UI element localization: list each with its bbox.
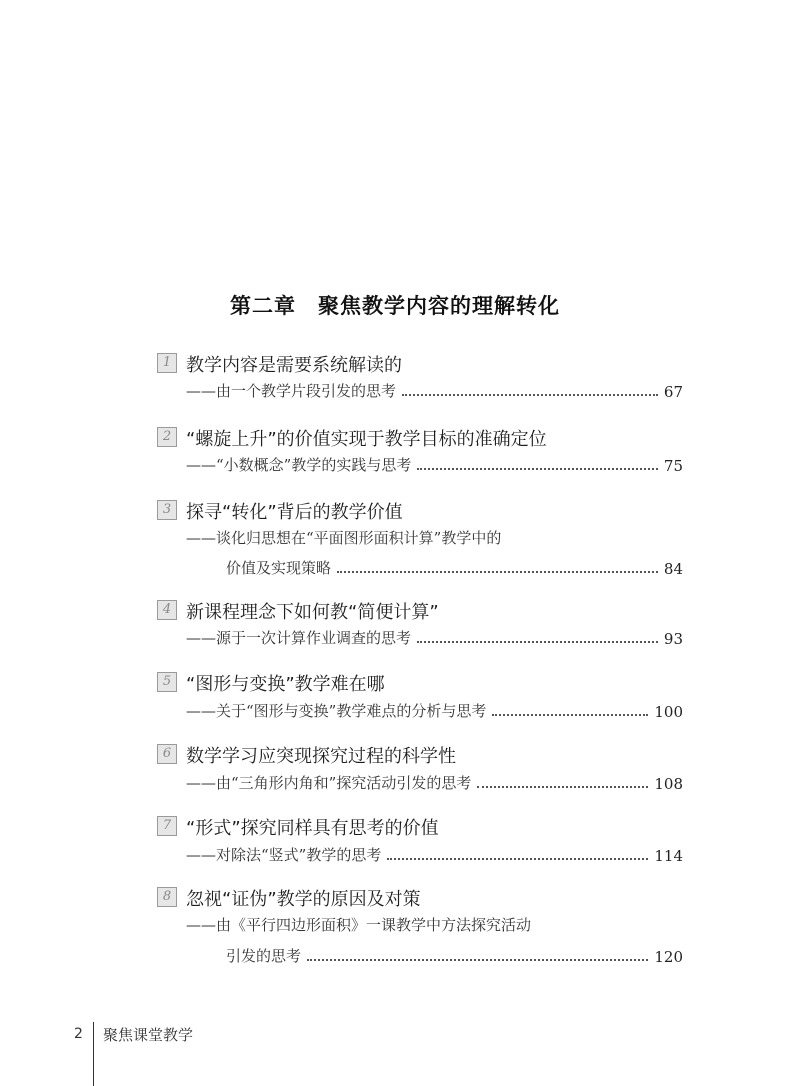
chapter-title: 第二章 聚焦教学内容的理解转化: [230, 293, 560, 318]
entry-subtitle: ——由“三角形内角和”探究活动引发的思考: [186, 774, 472, 792]
entry-page-number: 93: [663, 630, 683, 648]
entry-number-badge: 6: [157, 744, 177, 764]
entry-subtitle-line: [186, 844, 683, 865]
entry-page-number: 120: [654, 948, 683, 966]
dot-leader: [417, 467, 658, 470]
entry-subtitle-line: [226, 557, 683, 578]
entry-subtitle: ——关于“图形与变换”教学难点的分析与思考: [186, 702, 487, 720]
entry-title: 探寻“转化”背后的教学价值: [186, 502, 403, 523]
entry-subtitle: ——对除法“竖式”教学的思考: [186, 846, 382, 864]
entry-page-number: 100: [654, 703, 683, 721]
entry-subtitle-continued: 引发的思考: [226, 947, 302, 965]
entry-title: 新课程理念下如何教“简便计算”: [186, 602, 439, 623]
dot-leader: [307, 958, 648, 961]
dot-leader: [337, 570, 658, 573]
entry-subtitle-line: [186, 380, 683, 401]
entry-page-number: 114: [654, 847, 683, 865]
entry-page-number: 84: [663, 560, 683, 578]
entry-subtitle: ——由《平行四边形面积》一课教学中方法探究活动: [186, 916, 532, 934]
footer-book-title: 聚焦课堂教学: [103, 1026, 194, 1044]
dot-leader: [417, 640, 658, 643]
entry-subtitle-line: [186, 700, 683, 721]
entry-number-badge: 7: [157, 816, 177, 836]
dot-leader: [477, 785, 648, 788]
entry-title: “形式”探究同样具有思考的价值: [186, 818, 439, 839]
entry-number-badge: 1: [157, 353, 177, 373]
entry-page-number: 67: [663, 383, 683, 401]
entry-title: “螺旋上升”的价值实现于教学目标的准确定位: [186, 429, 547, 450]
entry-number-badge: 3: [157, 500, 177, 520]
entry-page-number: 108: [654, 775, 683, 793]
dot-leader: [492, 713, 648, 716]
entry-title: 教学内容是需要系统解读的: [186, 355, 402, 376]
entry-title: “图形与变换”教学难在哪: [186, 674, 385, 695]
footer-page-number: 2: [74, 1026, 83, 1042]
entry-subtitle-line: [186, 454, 683, 475]
entry-subtitle: ——由一个教学片段引发的思考: [186, 382, 397, 400]
entry-page-number: 75: [663, 457, 683, 475]
entry-subtitle: ——“小数概念”教学的实践与思考: [186, 456, 412, 474]
entry-subtitle-line: [186, 914, 683, 935]
entry-subtitle: ——源于一次计算作业调查的思考: [186, 629, 412, 647]
footer-divider: [93, 1022, 94, 1086]
entry-title: 忽视“证伪”教学的原因及对策: [186, 889, 421, 910]
dot-leader: [387, 857, 648, 860]
entry-subtitle-continued: 价值及实现策略: [226, 559, 332, 577]
entry-subtitle-line: [226, 945, 683, 966]
entry-subtitle-line: [186, 627, 683, 648]
entry-number-badge: 4: [157, 600, 177, 620]
entry-number-badge: 5: [157, 672, 177, 692]
entry-subtitle-line: [186, 527, 683, 548]
entry-title: 数学学习应突现探究过程的科学性: [186, 746, 456, 767]
entry-number-badge: 8: [157, 887, 177, 907]
entry-subtitle: ——谈化归思想在“平面图形面积计算”教学中的: [186, 529, 502, 547]
dot-leader: [402, 393, 658, 396]
entry-subtitle-line: [186, 772, 683, 793]
entry-number-badge: 2: [157, 427, 177, 447]
